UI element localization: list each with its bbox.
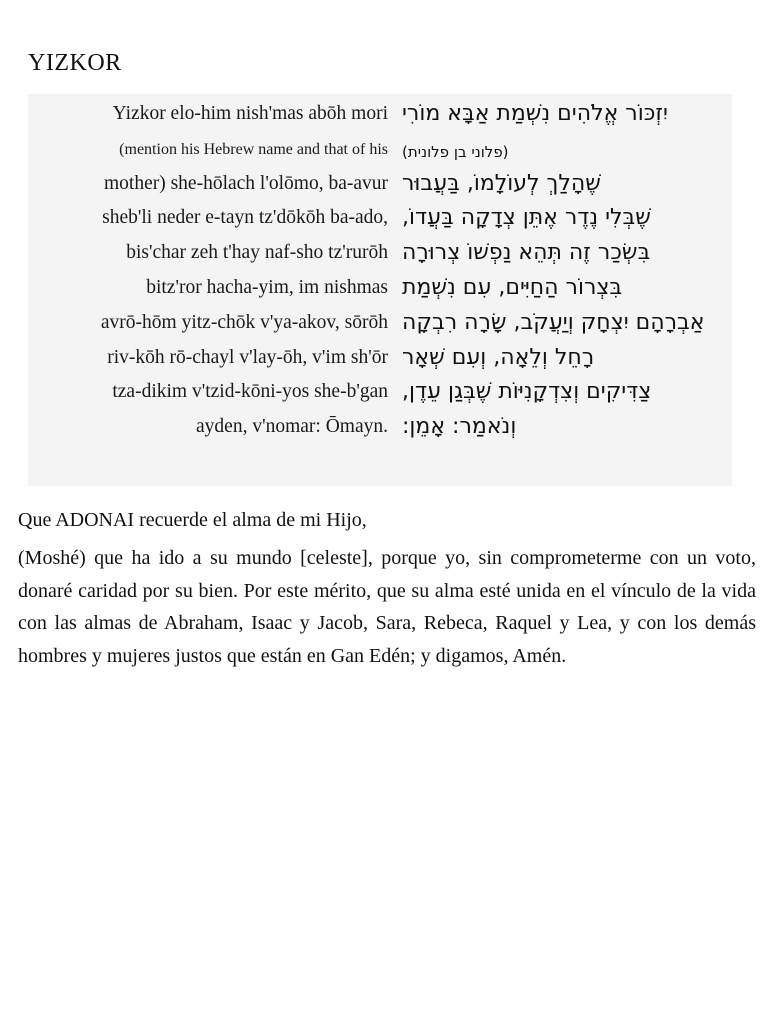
hebrew-line: בִּצְרוֹר הַחַיִּים, עִם נִשְׁמַת [402,274,623,300]
hebrew-line: יִזְכּוֹר אֱלֹהִים נִשְׁמַת אַבָּא מוֹרִי [402,101,668,126]
transliteration-line: sheb'li neder e-tayn tz'dōkōh ba-ado, [102,207,388,229]
transliteration-line: tza-dikim v'tzid-kōni-yos she-b'gan [112,381,388,403]
transliteration-line: Yizkor elo-him nish'mas abōh mori [112,103,388,124]
prayer-rows [28,100,732,448]
translation-first-line: Que ADONAI recuerde el alma de mi Hijo, [18,509,367,531]
prayer-row [28,274,732,309]
prayer-row [28,239,732,274]
prayer-row [28,378,732,413]
prayer-row [28,309,732,344]
prayer-row [28,204,732,239]
hebrew-line: שֶׁבְּלִי נֶדֶר אֶתֵּן צְדָקָה בַּעֲדוֹ, [402,205,651,231]
prayer-row [28,100,732,135]
transliteration-line: mother) she-hōlach l'olōmo, ba-avur [103,172,388,194]
hebrew-line: אַבְרָהָם יִצְחָק וְיַעֲקֹב, שָׂרָה רִבְקָה [402,309,705,335]
hebrew-line: שֶׁהָלַךְ לְעוֹלָמוֹ, בַּעֲבוּר [402,170,601,196]
prayer-row [28,170,732,205]
hebrew-line: וְנֹאמַר: אָמֵן: [402,414,517,440]
prayer-row [28,344,732,379]
hebrew-line: רָחֵל וְלֵאָה, וְעִם שְׁאָר [402,344,595,370]
hebrew-line: צַדִּיקִים וְצִדְקָנִיּוֹת שֶׁבְּגַן עֵדֶן, [402,379,652,405]
transliteration-line: bitz'ror hacha-yim, im nishmas [146,276,388,298]
hebrew-line: בִּשְׂכַר זֶה תְּהֵא נַפְשׁוֹ צְרוּרָה [402,240,651,266]
transliteration-line: (mention his Hebrew name and that of his [119,140,388,158]
page-title: YIZKOR [28,50,122,76]
transliteration-line: ayden, v'nomar: Ōmayn. [196,416,388,438]
transliteration-line: avrō-hōm yitz-chōk v'ya-akov, sōrōh [100,311,388,333]
transliteration-line: bis'char zeh t'hay naf-sho tz'rurōh [126,242,388,264]
translation-paragraph: (Moshé) que ha ido a su mundo [celeste], porque yo, sin comprometerme con un voto, donaré caridad por su bien. Por este mérito, que su alma esté unida en el vínculo de la vida con las almas de Abraham, Isaac y Jacob, Sara, Rebeca, Raquel y Lea, y con los demás hombres y mujeres justos que están en Gan Edén; y digamos, Amén. [18,547,756,667]
prayer-image [28,94,732,486]
prayer-row [28,413,732,448]
prayer-row [28,135,732,170]
hebrew-line: (פלוני בן פלונית) [402,142,509,161]
transliteration-line: riv-kōh rō-chayl v'lay-ōh, v'im sh'ōr [107,346,388,368]
